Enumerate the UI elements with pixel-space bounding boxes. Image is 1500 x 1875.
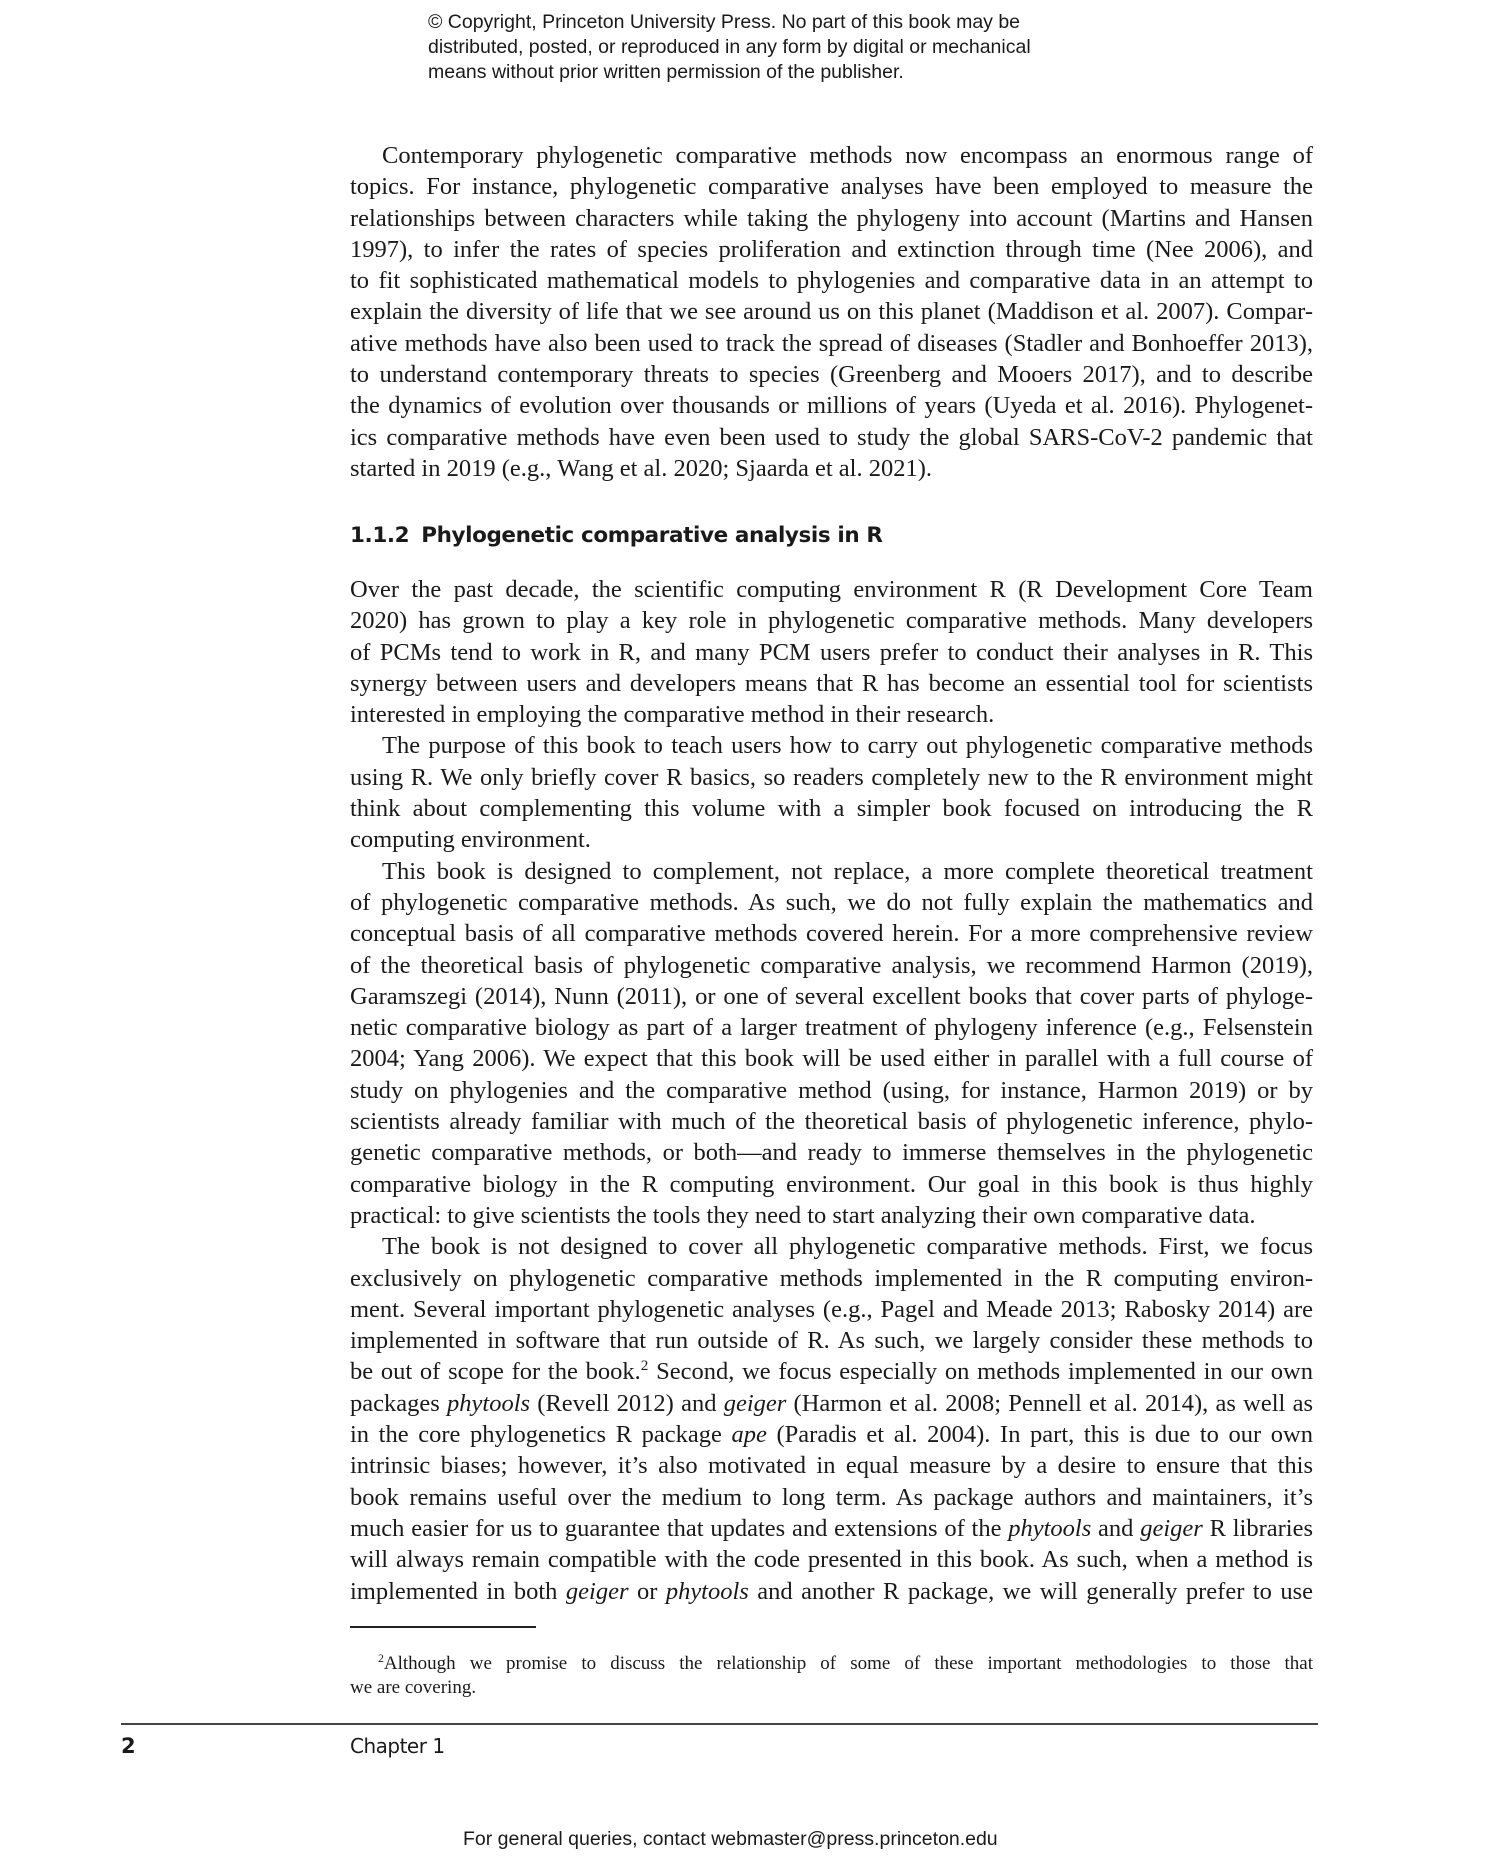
text-line: 2020) has grown to play a key role in phylogenetic comparative methods. Many developers bbox=[350, 607, 1313, 635]
footnote bbox=[350, 1652, 1313, 1700]
text-run: Although we promise to discuss the relationship of some of these important methodologies to those that bbox=[383, 1653, 1313, 1674]
text-line: conceptual basis of all comparative methods covered herein. For a more comprehensive review bbox=[350, 920, 1313, 948]
footer-rule bbox=[121, 1723, 1318, 1725]
section-heading bbox=[350, 523, 883, 548]
text-line: to fit sophisticated mathematical models to phylogenies and comparative data in an attempt to bbox=[350, 267, 1313, 295]
paragraph-r-environment bbox=[350, 574, 1313, 730]
package-name: phytools bbox=[1008, 1514, 1092, 1542]
footnote-reference[interactable]: 2 bbox=[640, 1357, 649, 1375]
contact-notice: For general queries, contact webmaster@press.princeton.edu bbox=[463, 1828, 998, 1850]
text-line: explain the diversity of life that we see around us on this planet (Maddison et al. 2007). Compar- bbox=[350, 298, 1313, 326]
text-run: (Revell 2012) and bbox=[530, 1389, 724, 1417]
text-line: Contemporary phylogenetic comparative methods now encompass an enormous range of bbox=[382, 142, 1313, 169]
text-run: (Harmon et al. 2008; Pennell et al. 2014), as well as bbox=[786, 1389, 1313, 1417]
text-run: Second, we focus especially on methods implemented in our own bbox=[648, 1358, 1313, 1386]
paragraph-intro bbox=[350, 140, 1313, 484]
text-line: The book is not designed to cover all phylogenetic comparative methods. First, we focus bbox=[382, 1233, 1313, 1261]
text-line: intrinsic biases; however, it’s also motivated in equal measure by a desire to ensure that this bbox=[350, 1452, 1313, 1480]
package-name: geiger bbox=[723, 1389, 787, 1417]
text-line: ics comparative methods have even been used to study the global SARS-CoV-2 pandemic that bbox=[350, 423, 1313, 451]
text-line bbox=[350, 1576, 1313, 1607]
section-title: Phylogenetic comparative analysis in R bbox=[421, 523, 883, 548]
text-line: 1997), to infer the rates of species proliferation and extinction through time (Nee 2006), and bbox=[350, 235, 1313, 263]
text-run: in the core phylogenetics R package bbox=[350, 1421, 732, 1449]
text-line: ative methods have also been used to track the spread of diseases (Stadler and Bonhoeffer 2013), bbox=[350, 329, 1313, 357]
text-line: This book is designed to complement, not replace, a more complete theoretical treatment bbox=[382, 857, 1313, 885]
text-line: comparative biology in the R computing environment. Our goal in this book is thus highly bbox=[350, 1170, 1313, 1198]
text-line: scientists already familiar with much of the theoretical basis of phylogenetic inference, phylo- bbox=[350, 1108, 1313, 1136]
paragraph-purpose bbox=[350, 730, 1313, 855]
text-line: exclusively on phylogenetic comparative methods implemented in the R computing environ- bbox=[350, 1264, 1313, 1292]
text-line: think about complementing this volume with a simpler book focused on introducing the R bbox=[350, 795, 1313, 823]
text-line: interested in employing the comparative method in their research. bbox=[350, 701, 995, 729]
section-body bbox=[350, 574, 1313, 1607]
text-run: (Paradis et al. 2004). In part, this is due to our own bbox=[766, 1421, 1313, 1449]
package-name: phytools bbox=[447, 1389, 531, 1417]
copyright-line: © Copyright, Princeton University Press. No part of this book may be bbox=[428, 11, 1021, 33]
footnote-line: we are covering. bbox=[350, 1677, 477, 1698]
copyright-notice bbox=[428, 10, 1031, 85]
text-run: and another R package, we will generally prefer to use bbox=[748, 1577, 1313, 1605]
running-footer-chapter: Chapter 1 bbox=[350, 1734, 445, 1758]
text-line: topics. For instance, phylogenetic comparative analyses have been employed to measure the bbox=[350, 173, 1313, 201]
text-line: genetic comparative methods, or both—and ready to immerse themselves in the phylogenetic bbox=[350, 1139, 1313, 1167]
text-line: study on phylogenies and the comparative method (using, for instance, Harmon 2019) or by bbox=[350, 1076, 1313, 1104]
text-line: Over the past decade, the scientific computing environment R (R Development Core Team bbox=[350, 576, 1313, 603]
package-name: geiger bbox=[1140, 1514, 1203, 1542]
text-line: using R. We only briefly cover R basics, so readers completely new to the R environment might bbox=[350, 763, 1313, 791]
text-line: of the theoretical basis of phylogenetic comparative analysis, we recommend Harmon (2019), bbox=[350, 951, 1313, 979]
text-run: or bbox=[628, 1577, 666, 1605]
text-line: implemented in software that run outside of R. As such, we largely consider these methods to bbox=[350, 1327, 1313, 1355]
text-line bbox=[350, 1388, 1313, 1419]
text-line: ment. Several important phylogenetic analyses (e.g., Pagel and Meade 2013; Rabosky 2014) are bbox=[350, 1295, 1313, 1323]
text-run: R libraries bbox=[1202, 1514, 1313, 1542]
text-line: of phylogenetic comparative methods. As such, we do not fully explain the mathematics and bbox=[350, 888, 1313, 916]
text-run: packages bbox=[350, 1389, 448, 1417]
text-line: started in 2019 (e.g., Wang et al. 2020; Sjaarda et al. 2021). bbox=[350, 454, 933, 482]
text-run: implemented in both bbox=[350, 1577, 566, 1605]
text-line bbox=[350, 1356, 1313, 1387]
copyright-line: means without prior written permission of the publisher. bbox=[428, 61, 904, 83]
paragraph-complement bbox=[350, 856, 1313, 1232]
text-run: and bbox=[1091, 1514, 1141, 1542]
text-line: the dynamics of evolution over thousands or millions of years (Uyeda et al. 2016). Phylogenet- bbox=[350, 392, 1313, 420]
text-line: practical: to give scientists the tools they need to start analyzing their own comparative data. bbox=[350, 1201, 1256, 1229]
text-line: to understand contemporary threats to species (Greenberg and Mooers 2017), and to describe bbox=[350, 361, 1313, 389]
paragraph-scope bbox=[350, 1231, 1313, 1607]
footnote-marker: 2 bbox=[378, 1651, 384, 1665]
text-line: The purpose of this book to teach users how to carry out phylogenetic comparative methods bbox=[382, 732, 1313, 760]
text-line: computing environment. bbox=[350, 826, 591, 854]
section-number: 1.1.2 bbox=[350, 523, 410, 548]
text-line: netic comparative biology as part of a larger treatment of phylogeny inference (e.g., Felsenstein bbox=[350, 1014, 1313, 1042]
text-line: will always remain compatible with the code presented in this book. As such, when a method is bbox=[350, 1546, 1313, 1574]
text-line: relationships between characters while taking the phylogeny into account (Martins and Hansen bbox=[350, 204, 1313, 232]
footnote-rule bbox=[350, 1626, 536, 1628]
package-name: geiger bbox=[565, 1577, 629, 1605]
text-line: of PCMs tend to work in R, and many PCM users prefer to conduct their analyses in R. This bbox=[350, 638, 1313, 666]
copyright-line: distributed, posted, or reproduced in any form by digital or mechanical bbox=[428, 36, 1031, 58]
text-run: much easier for us to guarantee that updates and extensions of the bbox=[350, 1514, 1009, 1542]
package-name: phytools bbox=[665, 1577, 749, 1605]
text-line: Garamszegi (2014), Nunn (2011), or one of several excellent books that cover parts of phyloge- bbox=[350, 982, 1313, 1010]
text-run: be out of scope for the book. bbox=[350, 1358, 641, 1386]
text-line: book remains useful over the medium to long term. As package authors and maintainers, it’s bbox=[350, 1483, 1313, 1511]
text-line: 2004; Yang 2006). We expect that this book will be used either in parallel with a full course of bbox=[350, 1045, 1313, 1073]
page-number: 2 bbox=[121, 1734, 136, 1758]
text-line bbox=[350, 1419, 1313, 1450]
text-line: synergy between users and developers means that R has become an essential tool for scientists bbox=[350, 669, 1313, 697]
footnote-line bbox=[350, 1652, 1313, 1676]
package-name: ape bbox=[731, 1421, 767, 1449]
text-line bbox=[350, 1513, 1313, 1544]
